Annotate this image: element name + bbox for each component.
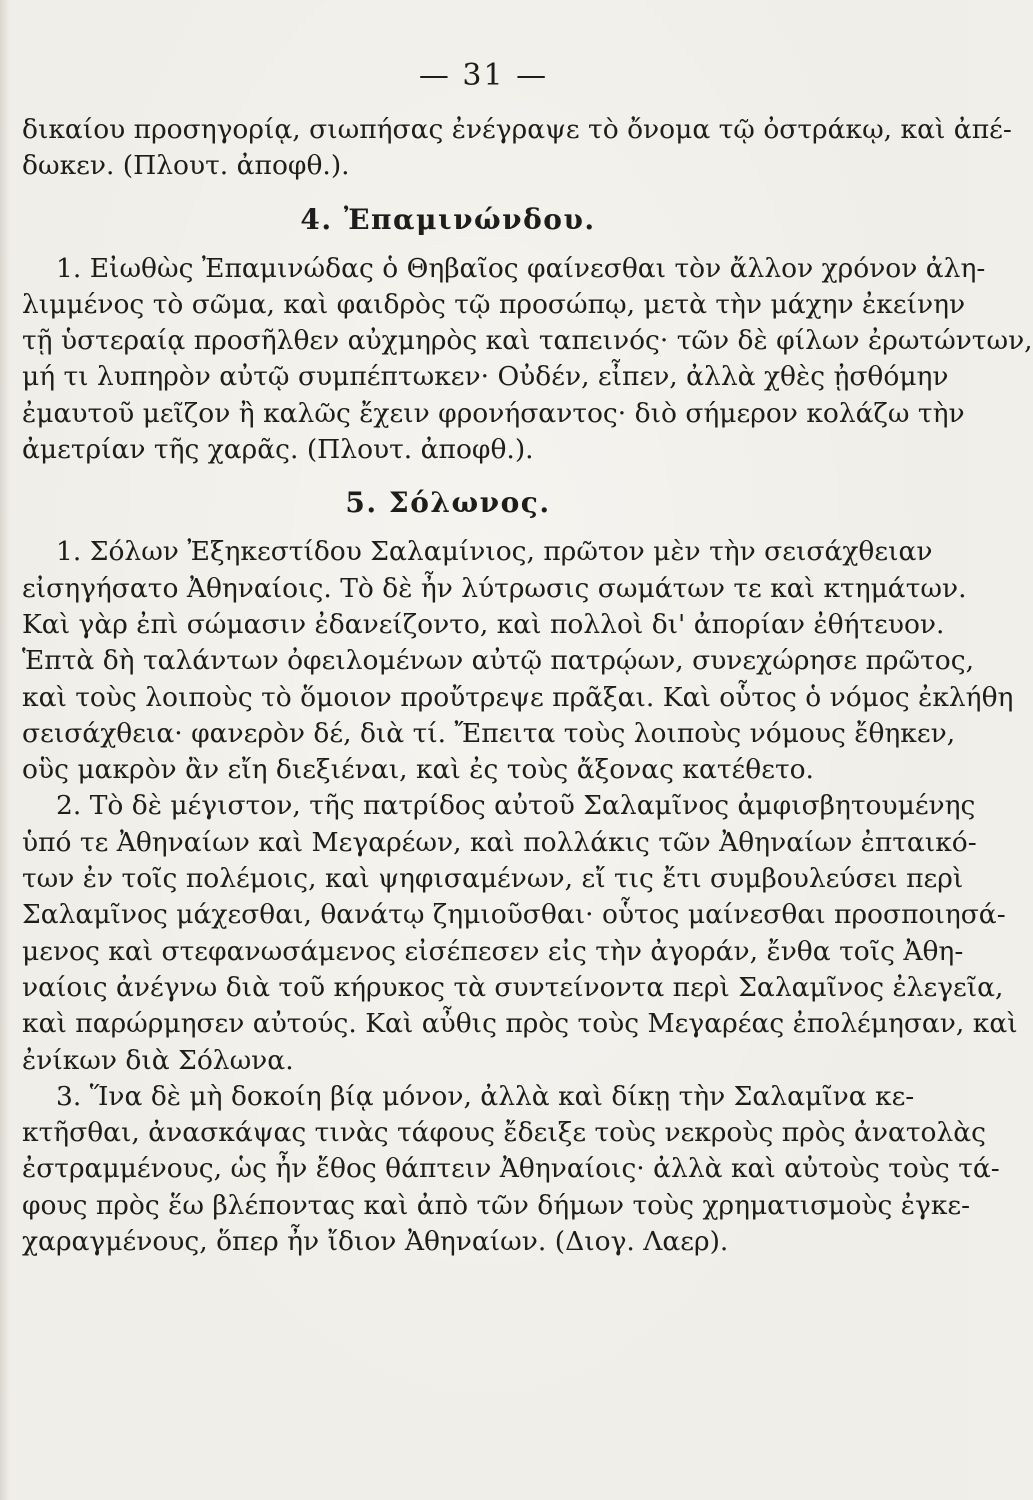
text-line: χαραγμένους, ὅπερ ἦν ἴδιον Ἀθηναίων. (Διογ. Λαερ).: [22, 1226, 729, 1258]
text-line: ἐστραμμένους, ὡς ἦν ἔθος θάπτειν Ἀθηναίοις· ἀλλὰ καὶ αὐτοὺς τοὺς τά-: [22, 1153, 1000, 1185]
text-line: ἀμετρίαν τῆς χαρᾶς. (Πλουτ. ἀποφθ.).: [22, 434, 534, 466]
page-edge-shadow: [0, 0, 10, 1500]
page-number: — 31 —: [418, 58, 549, 93]
text-line: ἐνίκων διὰ Σόλωνα.: [22, 1044, 294, 1076]
text-line: εἰσηγήσατο Ἀθηναίοις. Τὸ δὲ ἦν λύτρωσις σωμάτων τε καὶ κτημάτων.: [22, 572, 967, 604]
text-line: Σαλαμῖνος μάχεσθαι, θανάτῳ ζημιοῦσθαι· οὗτος μαίνεσθαι προσποιησά-: [22, 899, 1006, 931]
text-line: κτῆσθαι, ἀνασκάψας τινὰς τάφους ἔδειξε τοὺς νεκροὺς πρὸς ἀνατολὰς: [22, 1117, 987, 1149]
page-body: [22, 112, 1033, 1260]
intro-paragraph: [22, 112, 1012, 185]
text-line: μή τι λυπηρὸν αὐτῷ συμπέπτωκεν· Οὐδέν, εἶπεν, ἀλλὰ χθὲς ᾐσθόμην: [22, 361, 949, 393]
section-heading: 4. Ἐπαμινώνδου.: [300, 202, 596, 236]
text-line: Ἑπτὰ δὴ ταλάντων ὀφειλομένων αὐτῷ πατρῴων, συνεχώρησε πρῶτος,: [22, 645, 974, 677]
section-epaminondas: [22, 185, 1033, 469]
text-line: ἐμαυτοῦ μεῖζον ἢ καλῶς ἔχειν φρονήσαντος· διὸ σήμερον κολάζω τὴν: [22, 397, 965, 429]
text-line: 1. Εἰωθὼς Ἐπαμινώδας ὁ Θηβαῖος φαίνεσθαι τὸν ἄλλον χρόνον ἀλη-: [56, 252, 986, 284]
text-line: μενος καὶ στεφανωσάμενος εἰσέπεσεν εἰς τὴν ἀγοράν, ἔνθα τοῖς Ἀθη-: [22, 935, 964, 967]
text-line: ὑπό τε Ἀθηναίων καὶ Μεγαρέων, καὶ πολλάκις τῶν Ἀθηναίων ἐπταικό-: [22, 826, 977, 858]
text-line: φους πρὸς ἕω βλέποντας καὶ ἀπὸ τῶν δήμων τοὺς χρηματισμοὺς ἐγκε-: [22, 1189, 971, 1221]
text-line: δικαίου προσηγορίᾳ, σιωπήσας ἐνέγραψε τὸ ὄνομα τῷ ὀστράκῳ, καὶ ἀπέ-: [22, 114, 1012, 145]
text-line: καὶ τοὺς λοιποὺς τὸ ὅμοιον προὔτρεψε πρᾶξαι. Καὶ οὗτος ὁ νόμος ἐκλήθη: [22, 681, 1014, 713]
text-line: δωκεν. (Πλουτ. ἀποφθ.).: [22, 150, 350, 182]
text-line: τῇ ὑστεραίᾳ προσῆλθεν αὐχμηρὸς καὶ ταπεινός· τῶν δὲ φίλων ἐρωτώντων,: [22, 325, 1033, 357]
text-line: Καὶ γὰρ ἐπὶ σώμασιν ἐδανείζοντο, καὶ πολλοὶ δι' ἀπορίαν ἐθήτευον.: [22, 608, 945, 640]
text-line: 1. Σόλων Ἐξηκεστίδου Σαλαμίνιος, πρῶτον μὲν τὴν σεισάχθειαν: [56, 536, 933, 568]
text-line: ναίοις ἀνέγνω διὰ τοῦ κήρυκος τὰ συντείνοντα περὶ Σαλαμῖνος ἐλεγεῖα,: [22, 971, 1004, 1003]
text-line: 3. Ἵνα δὲ μὴ δοκοίη βίᾳ μόνον, ἀλλὰ καὶ δίκῃ τὴν Σαλαμῖνα κε-: [56, 1080, 915, 1112]
section-solon: [22, 468, 1018, 1260]
text-line: των ἐν τοῖς πολέμοις, καὶ ψηφισαμένων, εἴ τις ἔτι συμβουλεύσει περὶ: [22, 863, 964, 895]
paragraph: [22, 534, 1014, 788]
paragraph: [22, 251, 1033, 469]
text-line: 2. Τὸ δὲ μέγιστον, τῆς πατρίδος αὐτοῦ Σαλαμῖνος ἀμφισβητουμένης: [56, 790, 976, 822]
paragraph: [22, 1079, 1000, 1260]
paragraph: [22, 788, 1018, 1078]
text-line: λιμμένος τὸ σῶμα, καὶ φαιδρὸς τῷ προσώπῳ, μετὰ τὴν μάχην ἐκείνην: [22, 288, 966, 320]
text-line: οὓς μακρὸν ἂν εἴη διεξιέναι, καὶ ἐς τοὺς ἄξονας κατέθετο.: [22, 754, 814, 786]
text-line: σεισάχθεια· φανερὸν δέ, διὰ τί. Ἔπειτα τοὺς λοιποὺς νόμους ἔθηκεν,: [22, 717, 956, 749]
section-heading: 5. Σόλωνος.: [345, 486, 551, 520]
text-line: καὶ παρώρμησεν αὐτούς. Καὶ αὖθις πρὸς τοὺς Μεγαρέας ἐπολέμησαν, καὶ: [22, 1008, 1018, 1040]
